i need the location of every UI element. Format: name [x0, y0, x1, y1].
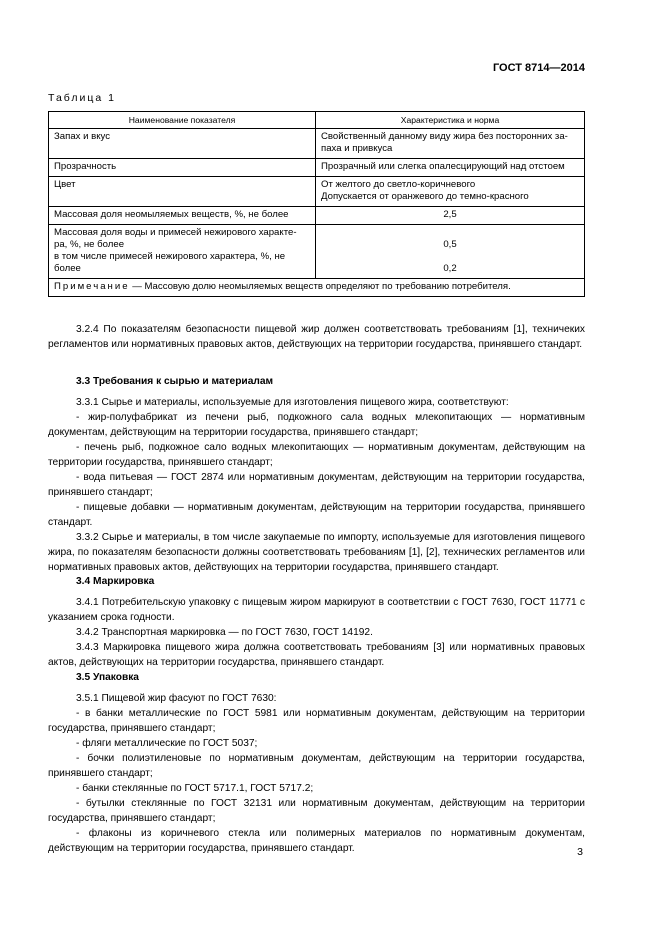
- paragraph: 3.3.2 Сырье и материалы, в том числе закупаемые по импорту, используемые для изготовления пищевого жира, по показателям безопасности должны соответствовать требованиям [1], [2], технических регламентов или нормативных правовых актов, действующих на территории государства, принявшего стандарт.: [48, 532, 585, 573]
- section-3-5: [48, 670, 585, 856]
- section-3-4: [48, 574, 585, 670]
- indicator-value: Прозрачный или слегка опалесцирующий над отстоем: [316, 159, 585, 177]
- section-heading: 3.5 Упаковка: [76, 672, 139, 683]
- indicator-name: Запах и вкус: [49, 129, 316, 159]
- paragraph: 3.4.3 Маркировка пищевого жира должна соответствовать требованиям [3] или нормативных правовых актов, действующих на территории государства, принявшего стандарт.: [48, 642, 585, 668]
- indicator-value: 2,5: [316, 207, 585, 225]
- paragraph: 3.2.4 По показателям безопасности пищевой жир должен соответствовать требованиям [1], техничеких регламентов или нормативных правовых актов, действующих на территории государства, принявшего стандарт.: [48, 324, 585, 350]
- indicator-value: От желтого до светло-коричневого Допускается от оранжевого до темно-красного: [316, 177, 585, 207]
- paragraph: 3.3.1 Сырье и материалы, используемые для изготовления пищевого жира, соответствуют:: [76, 397, 509, 408]
- section-3-3: [48, 374, 585, 575]
- table-row: [49, 159, 585, 177]
- column-header: Характеристика и норма: [316, 112, 585, 129]
- table-note-row: [49, 279, 585, 297]
- section-heading: 3.4 Маркировка: [76, 576, 155, 587]
- list-item: - жир-полуфабрикат из печени рыб, подкожного сала водных млекопитающих — нормативным документам, действующим на территории государства, принявшего стандарт;: [48, 412, 585, 438]
- document-code: ГОСТ 8714—2014: [492, 62, 585, 74]
- note-text: — Массовую долю неомыляемых веществ определяют по требованию потребителя.: [129, 281, 511, 292]
- section-heading: 3.3 Требования к сырью и материалам: [76, 376, 274, 387]
- table-note: [49, 279, 585, 297]
- indicator-name: Массовая доля воды и примесей нежирового характе- ра, %, не более в том числе примесей нежирового характера, %, не более: [49, 225, 316, 279]
- list-item: - флаконы из коричневого стекла или полимерных материалов по нормативным документам, действующим на территории государства, принявшего стандарт.: [48, 828, 585, 854]
- list-item: - пищевые добавки — нормативным документам, действующим на территории государства, принявшего стандарт.: [48, 502, 585, 528]
- list-item: - вода питьевая — ГОСТ 2874 или нормативным документам, действующим на территории государства, принявшего стандарт;: [48, 472, 585, 498]
- paragraph: 3.5.1 Пищевой жир фасуют по ГОСТ 7630:: [76, 693, 277, 704]
- section-text-block-1: [48, 322, 585, 352]
- indicator-value: 0,5 0,2: [316, 225, 585, 279]
- table-row: [49, 177, 585, 207]
- table-header-row: [49, 112, 585, 129]
- page-number: 3: [577, 846, 583, 858]
- column-header: Наименование показателя: [49, 112, 316, 129]
- table-row: [49, 207, 585, 225]
- indicator-name: Массовая доля неомыляемых веществ, %, не более: [49, 207, 316, 225]
- list-item: - в банки металлические по ГОСТ 5981 или нормативным документам, действующим на территории государства, принявшего стандарт;: [48, 708, 585, 734]
- list-item: - банки стеклянные по ГОСТ 5717.1, ГОСТ 5717.2;: [76, 783, 314, 794]
- requirements-table: [48, 111, 585, 297]
- indicator-name: Прозрачность: [49, 159, 316, 177]
- note-label: Примечание: [54, 281, 130, 292]
- table-row: [49, 129, 585, 159]
- indicator-name: Цвет: [49, 177, 316, 207]
- table-caption: Таблица 1: [48, 92, 116, 104]
- paragraph: 3.4.2 Транспортная маркировка — по ГОСТ 7630, ГОСТ 14192.: [76, 627, 373, 638]
- list-item: - бочки полиэтиленовые по нормативным документам, действующим на территории государства, принявшего стандарт;: [48, 753, 585, 779]
- indicator-value: Свойственный данному виду жира без посторонних за- паха и привкуса: [316, 129, 585, 159]
- list-item: - фляги металлические по ГОСТ 5037;: [76, 738, 258, 749]
- table-row: [49, 225, 585, 279]
- paragraph: 3.4.1 Потребительскую упаковку с пищевым жиром маркируют в соответствии с ГОСТ 7630, ГОСТ 11771 с указанием срока годности.: [48, 597, 585, 623]
- list-item: - печень рыб, подкожное сало водных млекопитающих — нормативным документам, действующим на территории государства, принявшего стандарт;: [48, 442, 585, 468]
- list-item: - бутылки стеклянные по ГОСТ 32131 или нормативным документам, действующим на территории государства, принявшего стандарт;: [48, 798, 585, 824]
